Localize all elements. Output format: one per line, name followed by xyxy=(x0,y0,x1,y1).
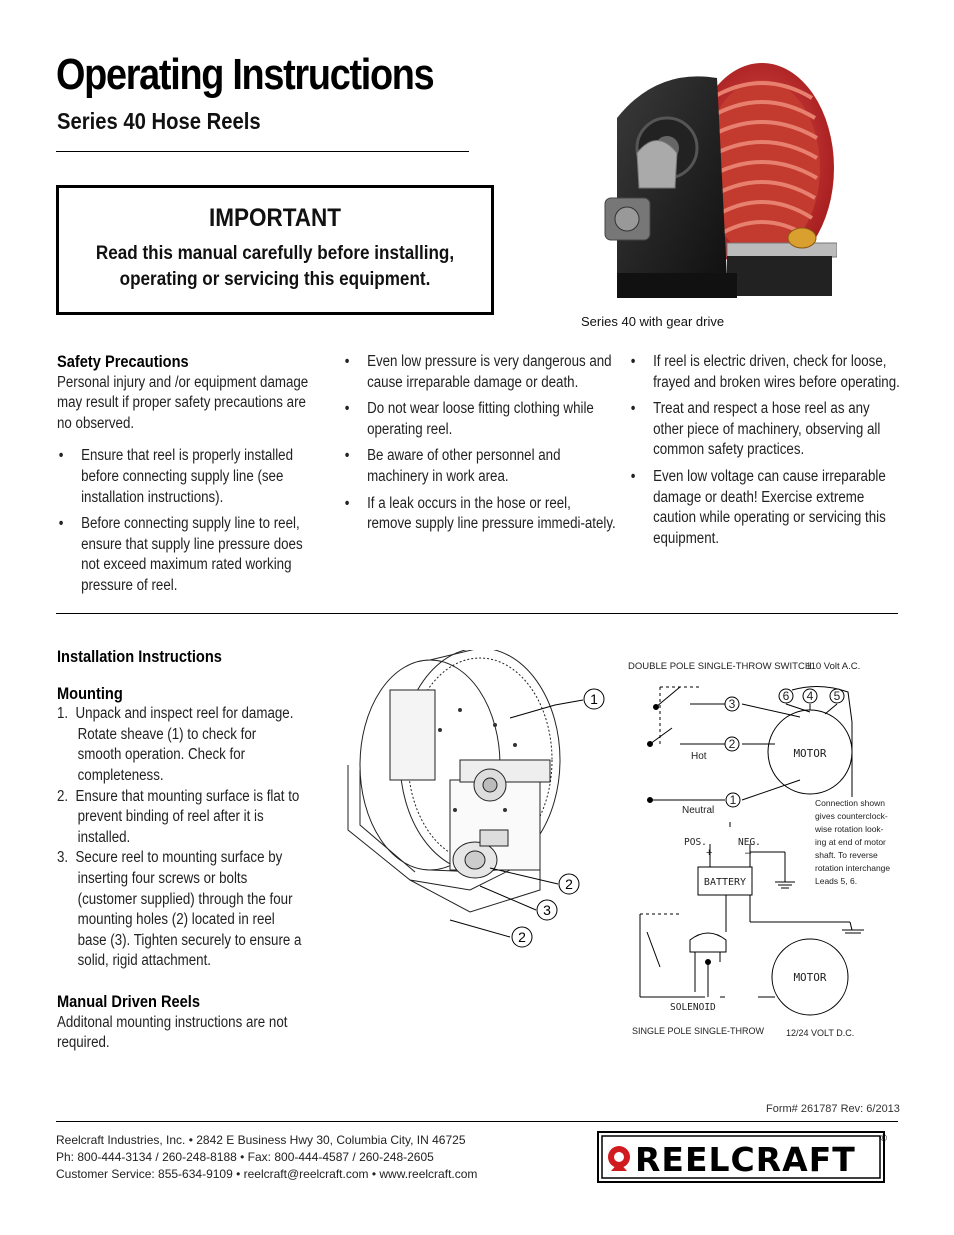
neutral-label: Neutral xyxy=(682,805,715,816)
step-text: Ensure that mounting surface is flat to prevent binding of reel after it is installed. xyxy=(75,787,300,846)
rotation-note-line: shaft. To reverse xyxy=(815,850,878,860)
safety-column-2 xyxy=(343,352,643,541)
terminal-4: 4 xyxy=(806,689,814,703)
safety-intro: Personal injury and /or equipment damage may result if proper safety precautions are no observed. xyxy=(57,373,309,432)
terminal-1: 1 xyxy=(729,793,737,807)
terminal-3: 3 xyxy=(728,697,736,711)
safety-bullet: • If reel is electric driven, check for loose, frayed and broken wires before operating. xyxy=(629,352,902,393)
rotation-note-line: rotation interchange xyxy=(815,863,891,873)
safety-column-3 xyxy=(629,352,929,555)
terminal-5: 5 xyxy=(833,689,841,703)
safety-bullet: • Do not wear loose fitting clothing while operating reel. xyxy=(343,399,616,440)
step-number: 3. xyxy=(57,849,69,867)
installation-heading: Installation Instructions xyxy=(57,647,222,666)
important-text-line-1: Read this manual carefully before installing, xyxy=(95,243,455,264)
safety-bullet: • If a leak occurs in the hose or reel, remove supply line pressure immedi-ately. xyxy=(343,494,616,535)
reel-diagram xyxy=(340,650,610,950)
rotation-note-line: ing at end of motor xyxy=(815,837,886,847)
callout-2: 2 xyxy=(565,876,573,892)
step-text: Unpack and inspect reel for damage. Rotate sheave (1) to check for smooth operation. Check for completeness. xyxy=(75,705,294,784)
footer-divider xyxy=(56,1121,898,1122)
installation-column xyxy=(57,647,327,1054)
manual-reels-heading: Manual Driven Reels xyxy=(57,991,201,1011)
mounting-step xyxy=(57,787,302,849)
step-text: Secure reel to mounting surface by inserting four screws or bolts (customer supplied) through the four mounting holes (2) located in reel base (3). Tighten securely to ensure a solid, rigid attachment. xyxy=(75,849,302,970)
manual-reels-text: Additonal mounting instructions are not required. xyxy=(57,1013,288,1052)
safety-bullet: • Before connecting supply line to reel, ensure that supply line pressure does not exceed maximum rated working pressure of reel. xyxy=(57,514,324,596)
page-subtitle: Series 40 Hose Reels xyxy=(57,108,261,134)
battery-label: BATTERY xyxy=(703,877,747,888)
registered-mark: ® xyxy=(880,1133,887,1143)
mounting-step xyxy=(57,704,302,786)
plus-sign: + xyxy=(706,847,713,859)
safety-bullet: • Ensure that reel is properly installed before connecting supply line (see installation instructions). xyxy=(57,446,324,508)
neg-label: NEG. xyxy=(738,837,761,848)
important-heading: IMPORTANT xyxy=(208,204,342,232)
ac-motor-label: MOTOR xyxy=(793,747,827,760)
safety-heading: Safety Precautions xyxy=(57,352,189,371)
company-phone: Ph: 800-444-3134 / 260-248-8188 • Fax: 800-444-4587 / 260-248-2605 xyxy=(56,1150,434,1164)
reelcraft-logo xyxy=(597,1131,887,1183)
company-info xyxy=(56,1132,477,1183)
important-text xyxy=(81,241,470,293)
terminal-6: 6 xyxy=(782,689,790,703)
important-notice xyxy=(56,185,494,315)
rotation-note-line: Connection shown xyxy=(815,798,885,808)
spst-label: SINGLE POLE SINGLE-THROW xyxy=(632,1026,765,1036)
photo-caption: Series 40 with gear drive xyxy=(581,314,725,329)
safety-bullet: • Be aware of other personnel and machinery in work area. xyxy=(343,446,616,487)
logo-text: REELCRAFT xyxy=(635,1140,856,1179)
ac-label: 110 Volt A.C. xyxy=(806,661,861,672)
callout-1: 1 xyxy=(590,691,598,707)
dpst-label: DOUBLE POLE SINGLE-THROW SWITCH xyxy=(628,661,812,672)
rotation-note-line: gives counterclock- xyxy=(815,811,888,821)
callout-2b: 2 xyxy=(518,929,526,945)
dc-voltage-label: 12/24 VOLT D.C. xyxy=(786,1028,855,1038)
solenoid-label: SOLENOID xyxy=(670,1002,716,1013)
safety-bullet: • Even low pressure is very dangerous and cause irreparable damage or death. xyxy=(343,352,616,393)
step-number: 2. xyxy=(57,787,69,805)
safety-bullet: • Even low voltage can cause irreparable damage or death! Exercise extreme caution while operating or servicing this equipment. xyxy=(629,467,902,549)
dc-motor-label: MOTOR xyxy=(793,971,827,984)
mounting-heading: Mounting xyxy=(57,683,123,703)
hot-label: Hot xyxy=(691,751,707,762)
rotation-note-line: Leads 5, 6. xyxy=(815,876,858,886)
safety-bullet: • Treat and respect a hose reel as any other piece of machinery, observing all common safety practices. xyxy=(629,399,902,461)
terminal-2: 2 xyxy=(728,737,736,751)
mounting-step xyxy=(57,848,302,972)
pos-label: POS. xyxy=(684,837,707,848)
section-divider xyxy=(56,613,898,614)
company-address: Reelcraft Industries, Inc. • 2842 E Business Hwy 30, Columbia City, IN 46725 xyxy=(56,1133,466,1147)
minus-sign: – xyxy=(745,847,752,859)
wiring-diagram xyxy=(620,652,900,1047)
callout-3: 3 xyxy=(543,902,551,918)
safety-column-1 xyxy=(57,352,357,603)
title-divider xyxy=(56,151,469,152)
important-text-line-2: operating or servicing this equipment. xyxy=(119,269,431,290)
hose-reel-photo xyxy=(597,58,837,300)
step-number: 1. xyxy=(57,705,69,723)
rotation-note-line: wise rotation look- xyxy=(815,824,884,834)
company-contact: Customer Service: 855-634-9109 • reelcraft@reelcraft.com • www.reelcraft.com xyxy=(56,1167,478,1181)
form-number: Form# 261787 Rev: 6/2013 xyxy=(766,1103,900,1115)
page-title: Operating Instructions xyxy=(56,50,434,99)
